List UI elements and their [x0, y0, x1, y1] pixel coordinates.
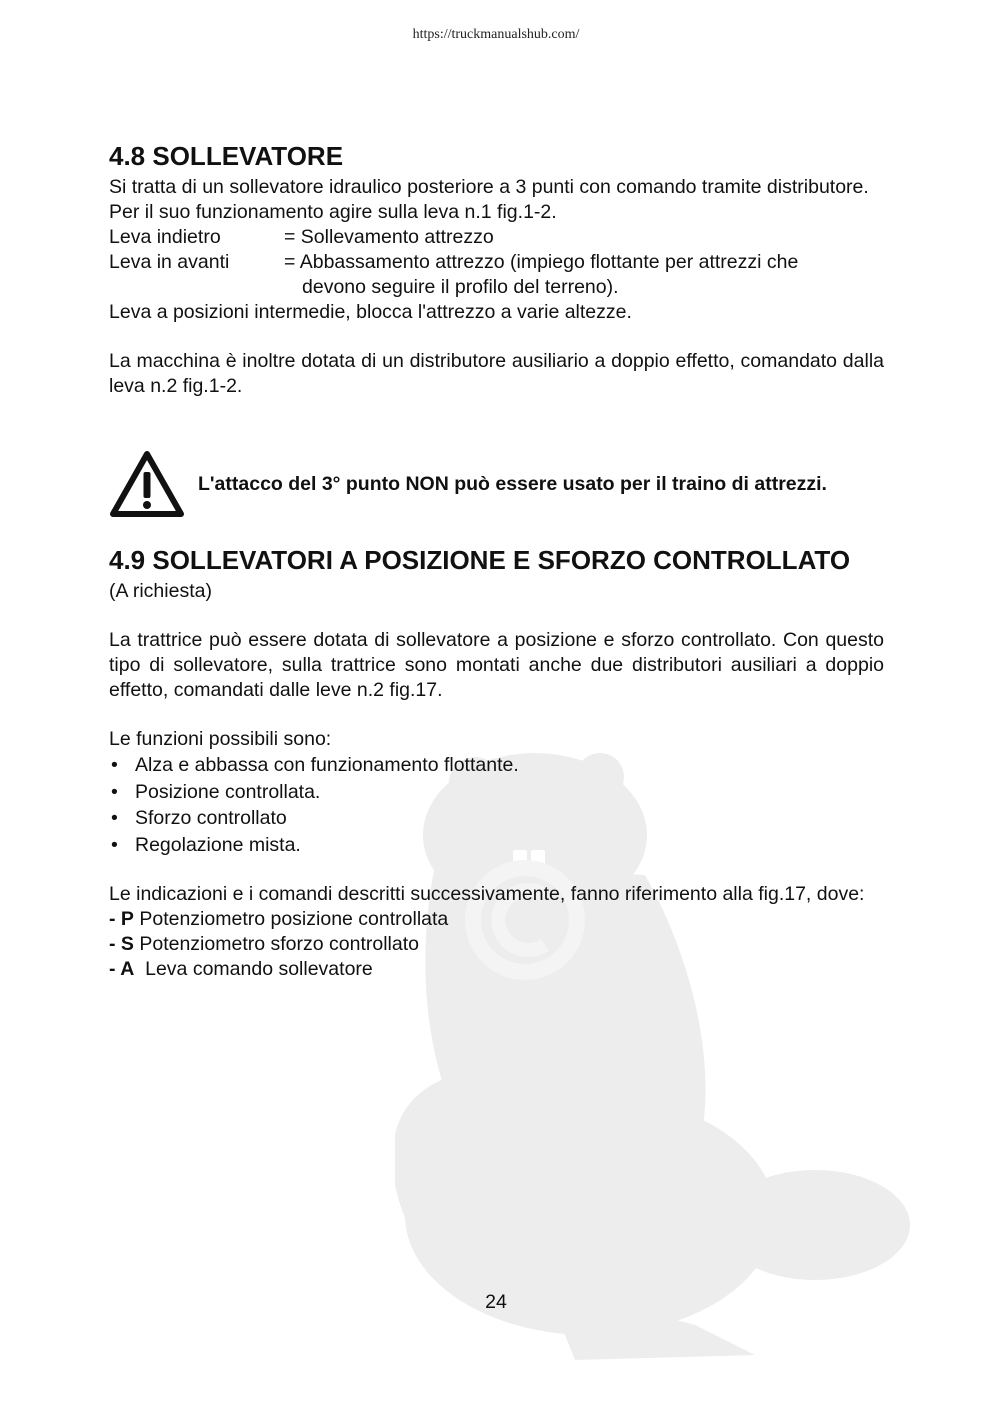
section-4-8: [109, 140, 884, 399]
lever-row-key: Leva in avanti: [109, 251, 230, 273]
lever-row-value: = Sollevamento attrezzo: [284, 226, 494, 248]
sollevatore-operation: Per il suo funzionamento agire sulla leva n.1 fig.1-2.: [109, 201, 557, 223]
lever-row-continuation: devono seguire il profilo del terreno).: [302, 276, 619, 298]
reference-item: [109, 907, 884, 932]
section-title-4-8: 4.8 SOLLEVATORE: [109, 141, 344, 171]
page-number: 24: [485, 1291, 507, 1313]
list-item: [109, 752, 884, 779]
sollevatore-intro: Si tratta di un sollevatore idraulico posteriore a 3 punti con comando tramite distributore.: [109, 176, 869, 198]
list-item: [109, 832, 884, 859]
reference-code: - S: [109, 933, 134, 955]
header-url[interactable]: https://truckmanualshub.com/: [412, 27, 580, 42]
reference-code: - P: [109, 908, 134, 930]
functions-list: [109, 752, 884, 858]
references-intro: Le indicazioni e i comandi descritti successivamente, fanno riferimento alla fig.17, dove:: [109, 883, 865, 905]
list-item: [109, 779, 884, 806]
list-item-text: Sforzo controllato: [135, 807, 287, 829]
section-4-9-intro: La trattrice può essere dotata di sollevatore a posizione e sforzo controllato. Con questo tipo di sollevatore, sulla trattrice sono montati anche due distributori ausiliari a doppio effetto, comandati dalle leve n.2 fig.17.: [109, 629, 884, 701]
lever-row-forward-continuation: [109, 275, 884, 300]
reference-label: Potenziometro sforzo controllato: [133, 933, 419, 955]
reference-label: Leva comando sollevatore: [134, 958, 373, 980]
reference-item: [109, 932, 884, 957]
warning-text: L'attacco del 3° punto NON può essere usato per il traino di attrezzi.: [198, 472, 827, 495]
sollevatore-intermediate: Leva a posizioni intermedie, blocca l'attrezzo a varie altezze.: [109, 301, 632, 323]
bullet-icon: •: [111, 754, 118, 776]
section-subtitle: (A richiesta): [109, 580, 212, 602]
section-4-9: [109, 544, 884, 982]
reference-code: - A: [109, 958, 135, 980]
list-item-text: Posizione controllata.: [135, 780, 321, 803]
sollevatore-auxiliary: La macchina è inoltre dotata di un distributore ausiliario a doppio effetto, comandato dalla leva n.2 fig.1-2.: [109, 350, 884, 397]
list-item-text: Alza e abbassa con funzionamento flottante.: [135, 754, 519, 776]
lever-row-key: Leva indietro: [109, 226, 221, 248]
warning-triangle-icon: [108, 448, 186, 520]
reference-label: Potenziometro posizione controllata: [133, 908, 449, 930]
bullet-icon: •: [111, 807, 118, 829]
section-title-4-9: 4.9 SOLLEVATORI A POSIZIONE E SFORZO CONTROLLATO: [109, 545, 851, 575]
lever-row-value: = Abbassamento attrezzo (impiego flottante per attrezzi che: [284, 251, 799, 273]
lever-row-forward: [109, 250, 884, 275]
warning-box: [108, 448, 884, 520]
list-item-text: Regolazione mista.: [135, 833, 301, 856]
lever-row-back: [109, 225, 884, 250]
functions-label: Le funzioni possibili sono:: [109, 728, 332, 750]
bullet-icon: •: [111, 780, 118, 803]
bullet-icon: •: [111, 833, 118, 856]
reference-item: [109, 957, 884, 982]
list-item: [109, 805, 884, 832]
